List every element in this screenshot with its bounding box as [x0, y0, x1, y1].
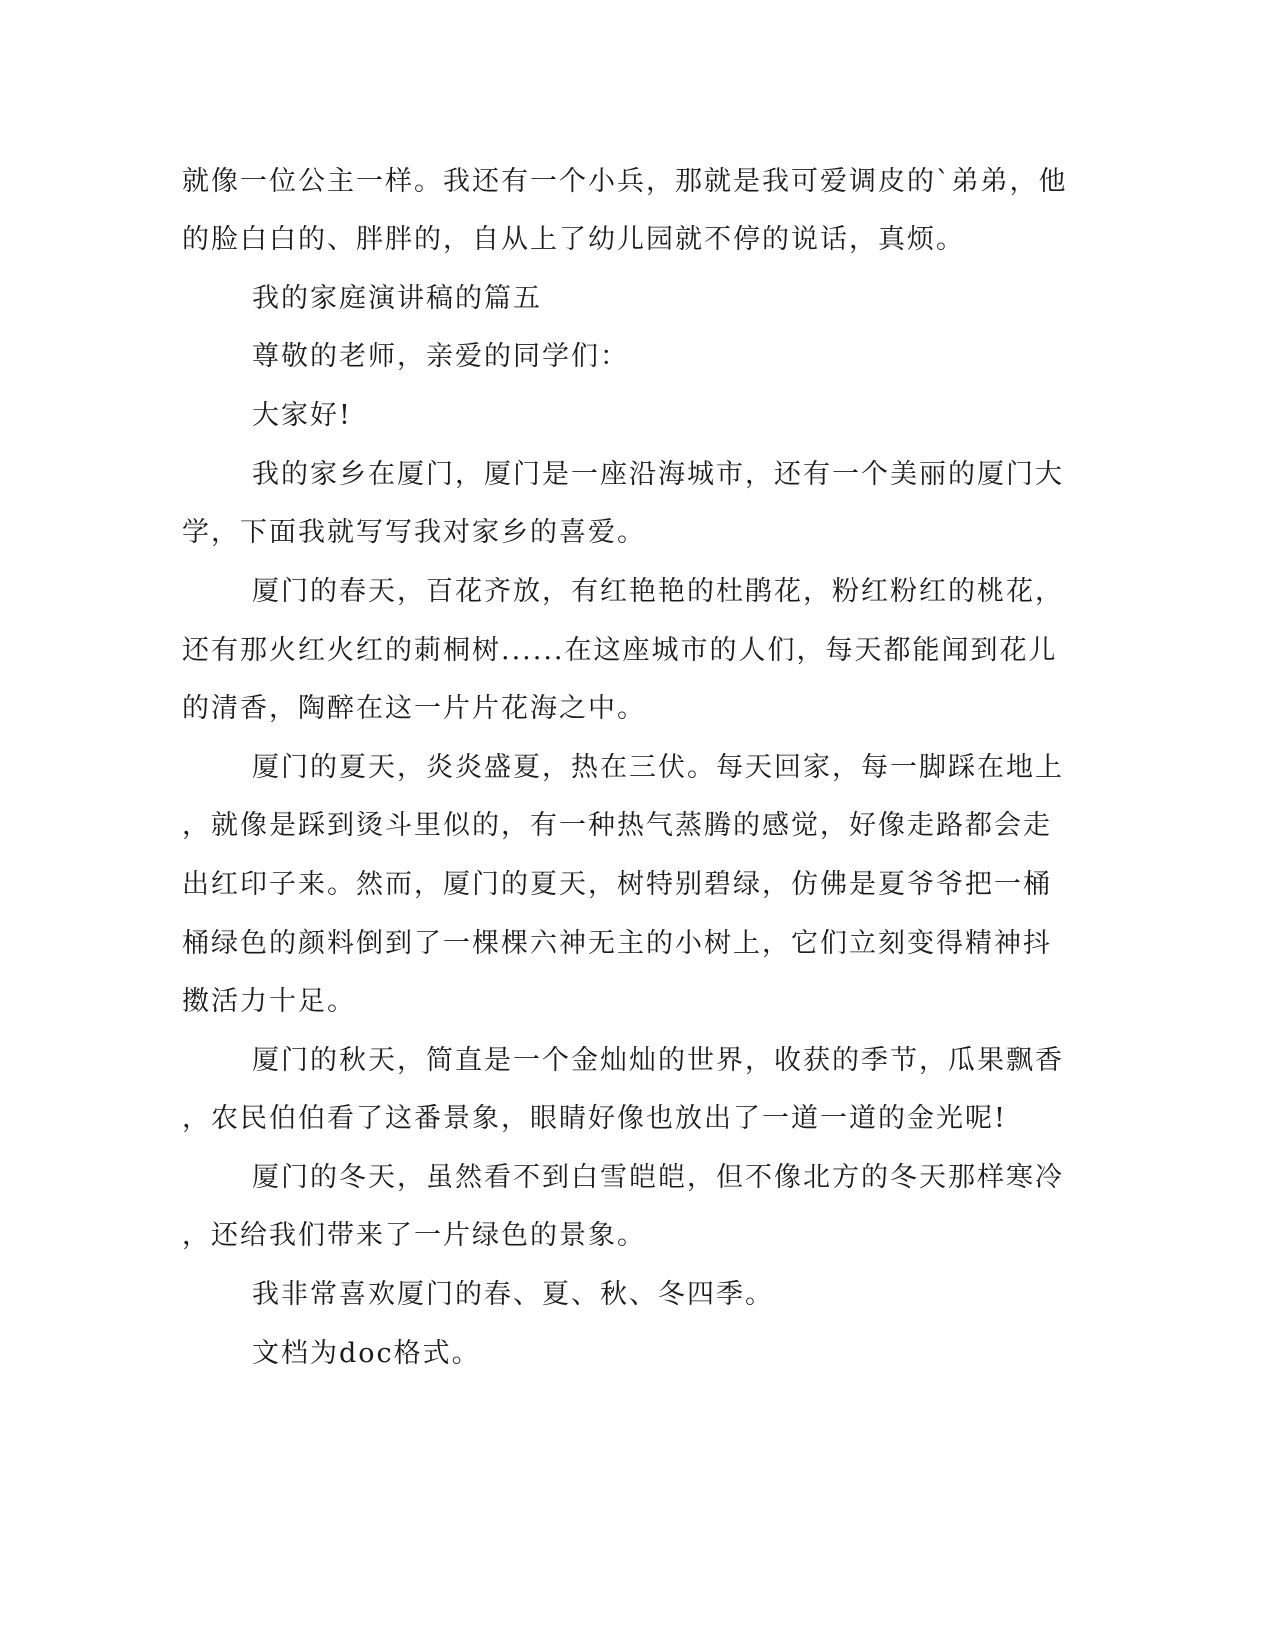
text-line: ，农民伯伯看了这番景象，眼睛好像也放出了一道一道的金光呢!	[182, 1103, 1007, 1134]
text-line: 就像一位公主一样。我还有一个小兵，那就是我可爱调皮的`弟弟，他	[182, 166, 1068, 197]
text-line: ，就像是踩到烫斗里似的，有一种热气蒸腾的感觉，好像走路都会走	[182, 810, 1052, 841]
salutation: 尊敬的老师，亲爱的同学们：	[252, 341, 629, 372]
format-note: 文档为doc格式。	[252, 1338, 481, 1369]
text-line: 学，下面我就写写我对家乡的喜爱。	[182, 517, 646, 548]
text-line: ，还给我们带来了一片绿色的景象。	[182, 1220, 646, 1251]
text-line: 我的家乡在厦门，厦门是一座沿海城市，还有一个美丽的厦门大	[252, 459, 1064, 490]
text-line: 厦门的春天，百花齐放，有红艳艳的杜鹃花，粉红粉红的桃花，	[252, 576, 1064, 607]
text-line: 出红印子来。然而，厦门的夏天，树特别碧绿，仿佛是夏爷爷把一桶	[182, 869, 1052, 900]
text-line: 厦门的夏天，炎炎盛夏，热在三伏。每天回家，每一脚踩在地上	[252, 752, 1064, 783]
text-line: 的脸白白的、胖胖的，自从上了幼儿园就不停的说话，真烦。	[182, 224, 965, 255]
text-line: 厦门的冬天，虽然看不到白雪皑皑，但不像北方的冬天那样寒冷	[252, 1162, 1064, 1193]
text-line: 桶绿色的颜料倒到了一棵棵六神无主的小树上，它们立刻变得精神抖	[182, 928, 1052, 959]
section-heading: 我的家庭演讲稿的篇五	[252, 283, 542, 314]
text-line: 擞活力十足。	[182, 986, 356, 1017]
text-line: 还有那火红火红的莿桐树......在这座城市的人们，每天都能闻到花儿	[182, 635, 1058, 666]
greeting: 大家好!	[252, 400, 352, 431]
text-line: 我非常喜欢厦门的春、夏、秋、冬四季。	[252, 1279, 774, 1310]
text-line: 的清香，陶醉在这一片片花海之中。	[182, 693, 646, 724]
text-line: 厦门的秋天，简直是一个金灿灿的世界，收获的季节，瓜果飘香	[252, 1045, 1064, 1076]
